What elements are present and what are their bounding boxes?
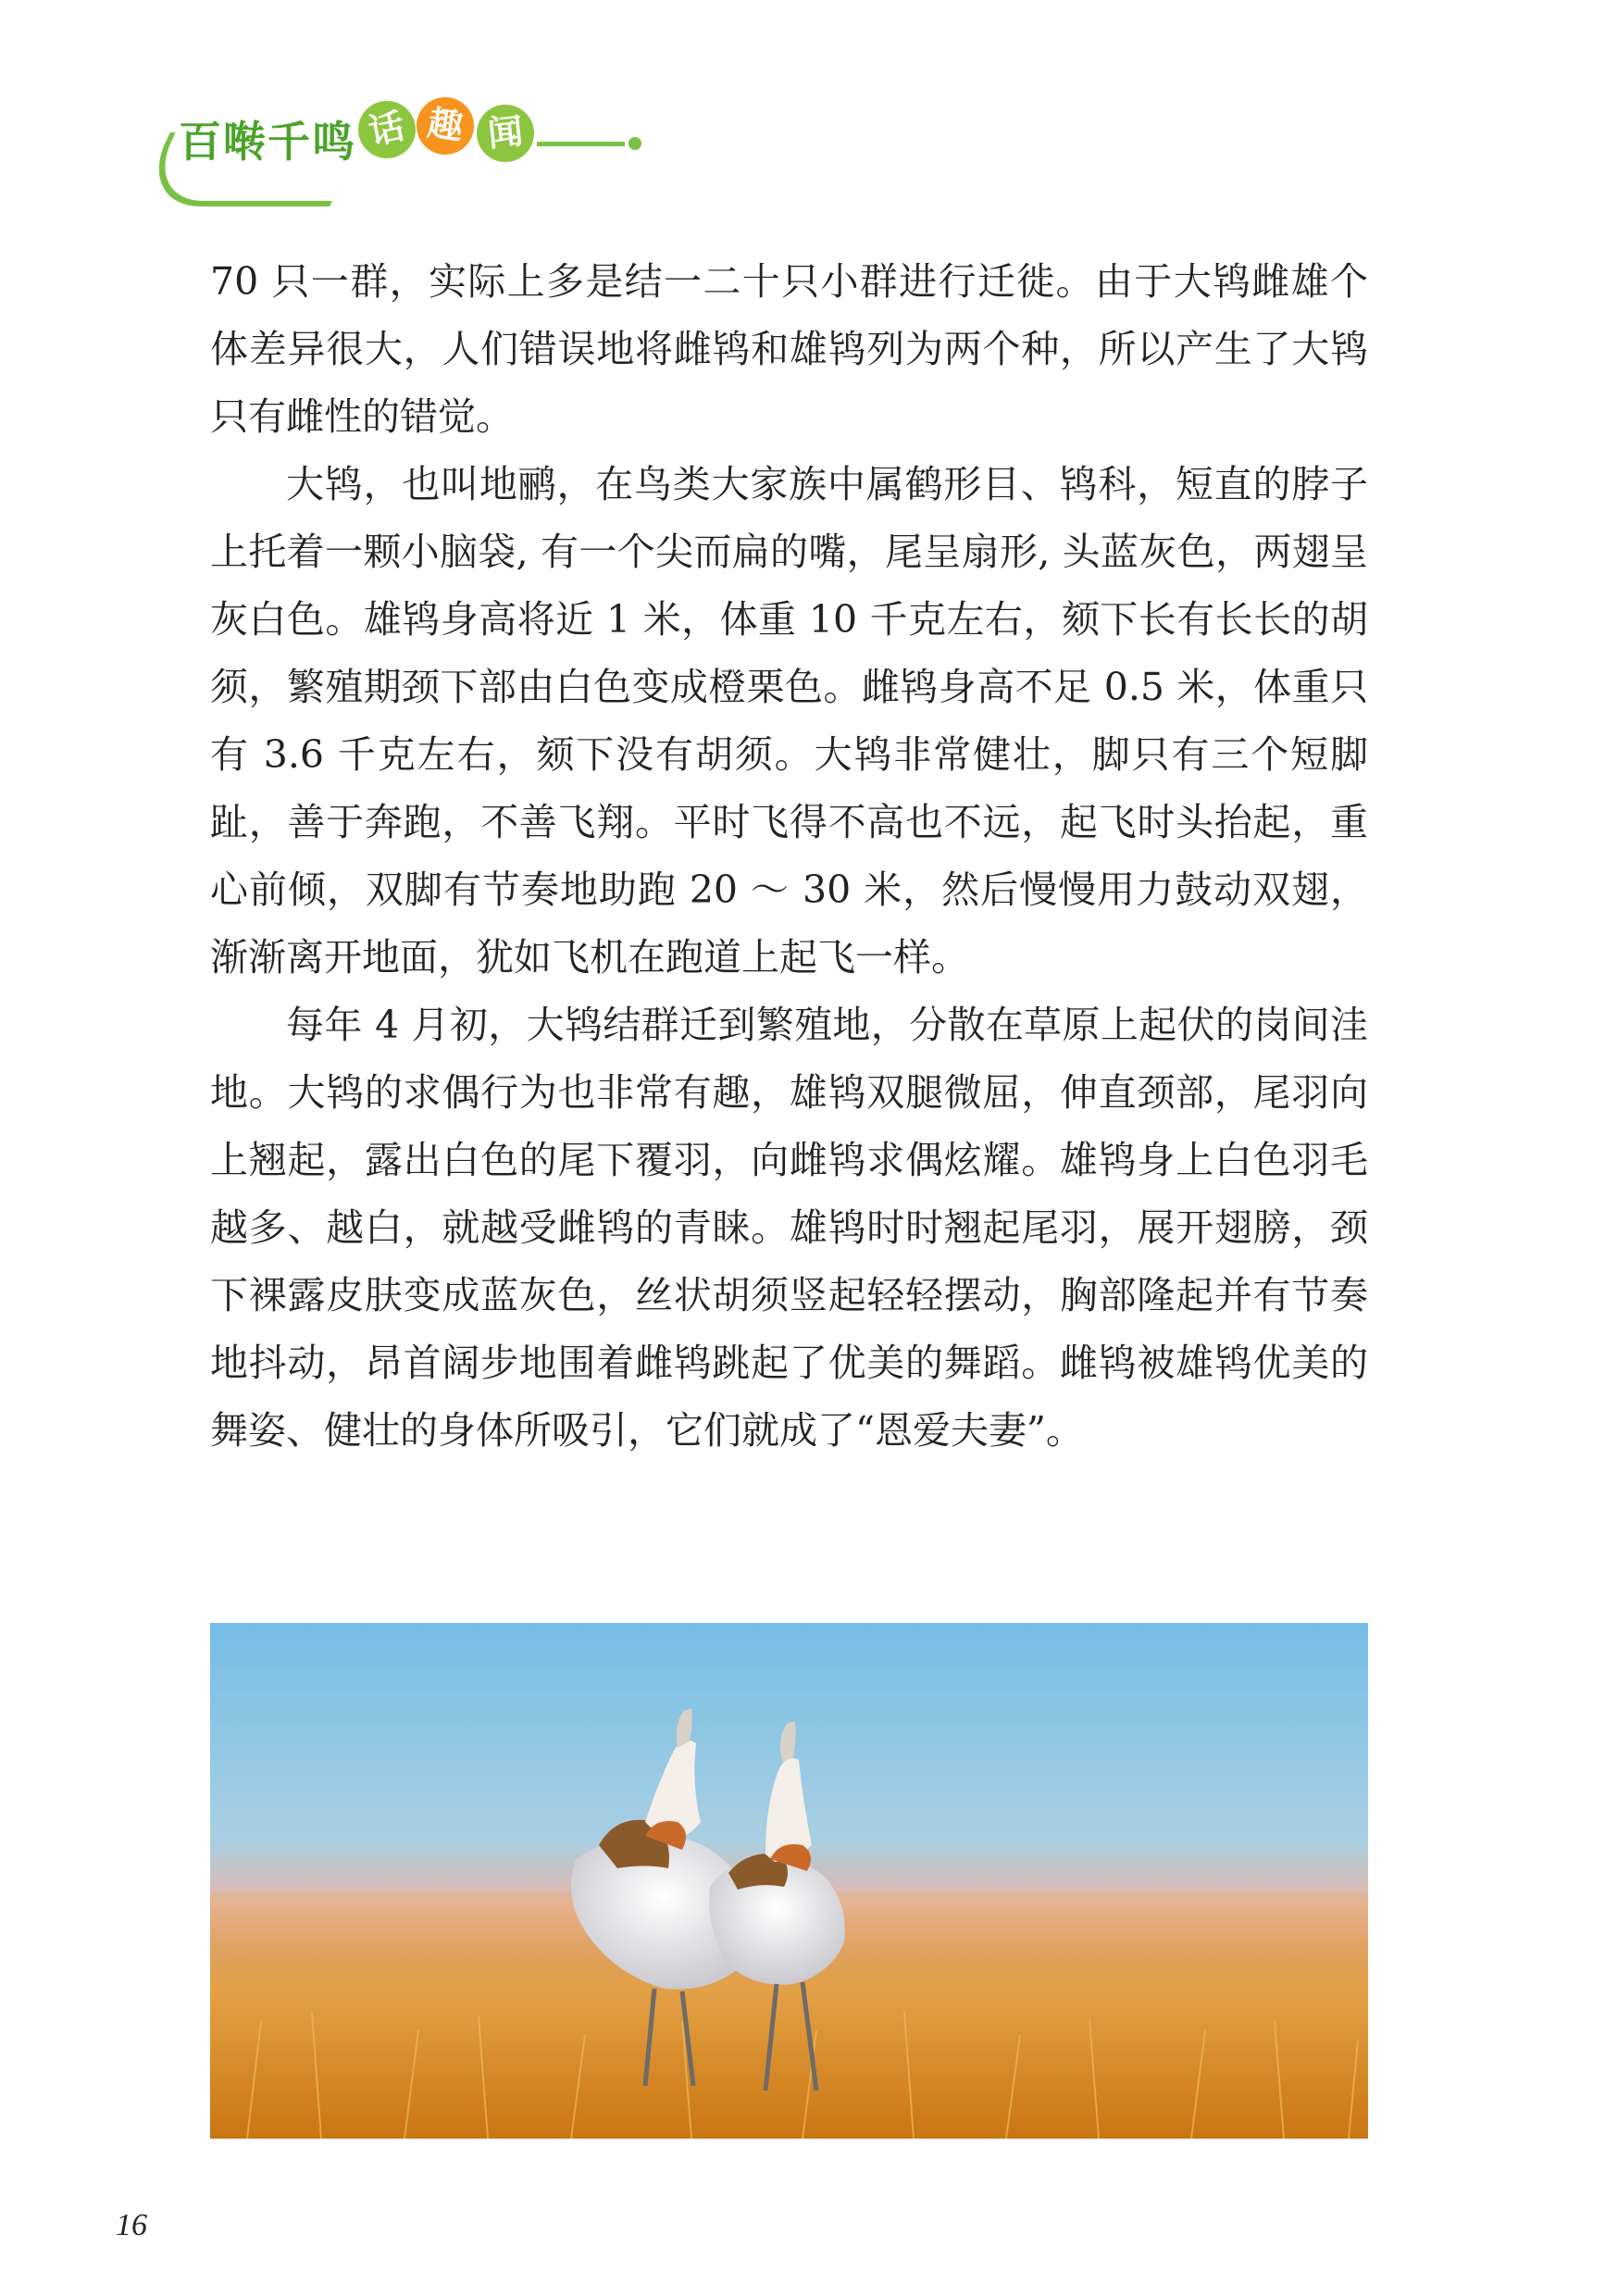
paragraph-3: 每年 4 月初，大鸨结群迁到繁殖地，分散在草原上起伏的岗间洼地。大鸨的求偶行为也非常有趣，雄鸨双腿微屈，伸直颈部，尾羽向上翘起，露出白色的尾下覆羽，向雌鸨求偶炫耀。雄鸨身上白色羽毛越多、越白，就越受雌鸨的青睐。雄鸨时时翘起尾羽，展开翅膀，颈下裸露皮肤变成蓝灰色，丝状胡须竖起轻轻摆动，胸部隆起并有节奏地抖动，昂首阔步地围着雌鸨跳起了优美的舞蹈。雌鸨被雄鸨优美的舞姿、健壮的身体所吸引，它们就成了“恩爱夫妻”。: [210, 1003, 1368, 1453]
bustard-photo: [210, 1623, 1368, 2139]
header-badge-2: 趣: [413, 94, 478, 158]
header-rule: [537, 142, 625, 146]
header-badge-3: 闻: [474, 102, 537, 165]
paragraph-2: 大鸨，也叫地鹂，在鸟类大家族中属鹤形目、鸨科，短直的脖子上托着一颗小脑袋, 有一个尖而扁的嘴，尾呈扇形, 头蓝灰色，两翅呈灰白色。雄鸨身高将近 1 米，体重 10 千克左右，颏下长有长长的胡须，繁殖期颈下部由白色变成橙栗色。雌鸨身高不足 0.5 米，体重只有 3.6 千克左右，颏下没有胡须。大鸨非常健壮，脚只有三个短脚趾，善于奔跑，不善飞翔。平时飞得不高也不远，起飞时头抬起，重心前倾，双脚有节奏地助跑 20 ～ 30 米，然后慢慢用力鼓动双翅，渐渐离开地面，犹如飞机在跑道上起飞一样。: [210, 462, 1368, 980]
header-badge-1: 话: [353, 95, 421, 164]
article-body: [210, 248, 1368, 1465]
header-dot: [629, 137, 641, 150]
paragraph-1: 70 只一群，实际上多是结一二十只小群进行迁徙。由于大鸨雌雄个体差异很大，人们错误地将雌鸨和雄鸨列为两个种，所以产生了大鸨只有雌性的错觉。: [210, 259, 1368, 439]
chapter-header: [153, 88, 671, 190]
page-number: 16: [116, 2208, 147, 2242]
header-title: 百啭千鸣: [179, 117, 356, 167]
